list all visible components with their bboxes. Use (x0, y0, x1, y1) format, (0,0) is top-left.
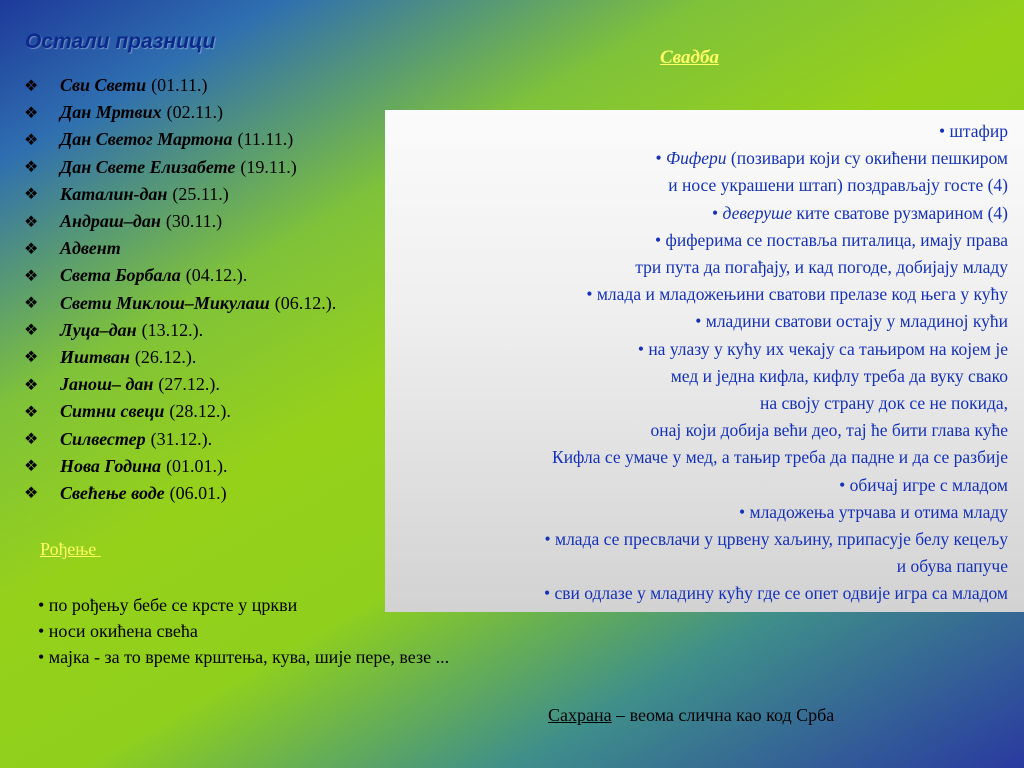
wedding-line (544, 200, 1008, 227)
list-item (24, 371, 336, 398)
diamond-bullet-icon: ❖ (24, 295, 39, 313)
wedding-line-text: ките сватове рузмарином (4) (791, 202, 1008, 223)
list-item (24, 208, 336, 235)
list-item (24, 99, 336, 126)
holiday-date: (27.12.). (158, 374, 220, 395)
wedding-line (544, 363, 1008, 390)
wedding-line (544, 580, 1008, 607)
wedding-line-text: • на улазу у кућу их чекају са тањиром на којем је (637, 338, 1008, 359)
wedding-line-text: три пута да погађају, и кад погоде, добијају младу (635, 257, 1008, 278)
list-item (24, 72, 336, 99)
diamond-bullet-icon: ❖ (24, 485, 39, 503)
wedding-panel (385, 110, 1024, 612)
holiday-name: Света Борбала (60, 265, 181, 286)
wedding-line-text: и обува папуче (896, 556, 1008, 577)
holiday-date: (30.11.) (165, 211, 223, 232)
holiday-date: (06.01.) (169, 482, 227, 503)
diamond-bullet-icon: ❖ (24, 431, 39, 449)
birth-line: • мајка - за то време крштења, кува, шије пере, везе ... (38, 647, 450, 667)
list-item (24, 480, 336, 507)
wedding-line-text: • штафир (938, 121, 1008, 141)
holiday-name: Ситни свеци (60, 401, 165, 422)
birth-line: • носи окићена свећа (38, 621, 198, 641)
holiday-date: (26.12.). (134, 346, 197, 367)
diamond-bullet-icon: ❖ (24, 322, 39, 340)
wedding-lines (544, 118, 1008, 608)
diamond-bullet-icon: ❖ (24, 104, 39, 122)
wedding-line (544, 444, 1008, 471)
birth-heading: Рођење (40, 539, 101, 559)
diamond-bullet-icon: ❖ (24, 213, 39, 231)
wedding-heading: Свадба (660, 47, 719, 68)
holiday-name: Дан Свете Елизабете (60, 156, 236, 177)
holiday-list (24, 72, 336, 507)
wedding-line-text: • (711, 202, 723, 223)
list-item (24, 317, 336, 344)
burial-label: Сахрана (548, 705, 612, 725)
wedding-line-text: (позивари који су окићени пешкиром (726, 148, 1008, 169)
list-item (24, 126, 336, 153)
wedding-line (544, 417, 1008, 444)
diamond-bullet-icon: ❖ (24, 349, 39, 367)
wedding-line (544, 472, 1008, 499)
list-item (24, 154, 336, 181)
wedding-line (544, 499, 1008, 526)
list-item (24, 290, 336, 317)
holiday-name: Сви Свети (60, 75, 147, 96)
wedding-line (544, 227, 1008, 254)
holiday-date: (04.12.). (185, 265, 248, 286)
holiday-date: (31.12.). (150, 428, 213, 449)
diamond-bullet-icon: ❖ (24, 77, 39, 95)
holiday-name: Луца–дан (60, 319, 137, 340)
burial-text: – веома слична као код Срба (611, 705, 835, 725)
diamond-bullet-icon: ❖ (24, 376, 39, 394)
wedding-line (544, 390, 1008, 417)
diamond-bullet-icon: ❖ (24, 240, 39, 258)
slide-title: Остали празници (25, 30, 216, 53)
holiday-name: Јанош– дан (60, 374, 154, 395)
wedding-line (544, 281, 1008, 308)
list-item (24, 344, 336, 371)
holiday-date: (01.11.) (151, 75, 208, 96)
holiday-name: Адвент (60, 238, 121, 259)
wedding-line-text: и носе украшени штап) поздрављају госте (4) (668, 175, 1008, 196)
holiday-date: (06.12.). (274, 292, 337, 313)
wedding-line (544, 172, 1008, 199)
wedding-line-text: на своју страну док се не покида, (760, 393, 1008, 414)
wedding-line-text: • (655, 148, 666, 169)
diamond-bullet-icon: ❖ (24, 131, 39, 149)
holiday-date: (19.11.) (240, 156, 297, 177)
holiday-name: Каталин-дан (60, 183, 168, 204)
wedding-line-text: онај који добија већи део, тај ће бити глава куће (650, 420, 1008, 441)
holiday-name: Свећење воде (60, 482, 165, 503)
holiday-name: Дан Светог Мартона (60, 129, 233, 150)
list-item (24, 262, 336, 289)
wedding-line-italic: деверуше (722, 202, 792, 223)
wedding-line (544, 308, 1008, 335)
list-item (24, 398, 336, 425)
wedding-line-text: Кифла се умаче у мед, а тањир треба да падне и да се разбије (552, 447, 1008, 468)
diamond-bullet-icon: ❖ (24, 159, 39, 177)
birth-line: • по рођењу бебе се крсте у цркви (38, 595, 298, 615)
holiday-date: (13.12.). (141, 319, 204, 340)
wedding-line (544, 118, 1008, 145)
holiday-name: Свети Миклош–Микулаш (60, 292, 270, 313)
burial-note (548, 705, 834, 726)
wedding-line-text: мед и једна кифла, кифлу треба да вуку свако (670, 365, 1008, 386)
wedding-line-text: • младожења утрчава и отима младу (739, 501, 1008, 522)
holiday-name: Нова Година (60, 455, 162, 476)
wedding-line-text: • младини сватови остају у младиној кући (695, 311, 1008, 332)
holiday-name: Иштван (60, 346, 130, 367)
diamond-bullet-icon: ❖ (24, 403, 39, 421)
diamond-bullet-icon: ❖ (24, 186, 39, 204)
list-item (24, 181, 336, 208)
wedding-line-text: • фиферима се поставља питалица, имају права (655, 229, 1008, 250)
wedding-line-text: • обичај игре с младом (839, 474, 1008, 495)
list-item (24, 425, 336, 452)
wedding-line (544, 336, 1008, 363)
list-item (24, 453, 336, 480)
wedding-line (544, 254, 1008, 281)
diamond-bullet-icon: ❖ (24, 267, 39, 285)
diamond-bullet-icon: ❖ (24, 458, 39, 476)
holiday-name: Дан Мртвих (60, 102, 162, 123)
birth-lines (38, 592, 449, 670)
holiday-date: (25.11.) (172, 183, 229, 204)
holiday-date: (02.11.) (166, 102, 223, 123)
holiday-name: Силвестер (60, 428, 146, 449)
wedding-line (544, 553, 1008, 580)
list-item (24, 235, 336, 262)
wedding-line-text: • млада се пресвлачи у црвену хаљину, припасује белу кецељу (544, 529, 1008, 550)
wedding-line-italic: Фифери (666, 148, 727, 169)
wedding-line (544, 526, 1008, 553)
holiday-name: Андраш–дан (60, 211, 161, 232)
holiday-date: (28.12.). (169, 401, 231, 422)
holiday-date: (01.01.). (166, 455, 228, 476)
wedding-line-text: • млада и младожењини сватови прелазе код њега у кућу (586, 284, 1008, 305)
holiday-date: (11.11.) (237, 129, 294, 150)
wedding-line-text: • сви одлазе у младину кућу где се опет одвије игра са младом (543, 583, 1008, 604)
wedding-line (544, 145, 1008, 172)
